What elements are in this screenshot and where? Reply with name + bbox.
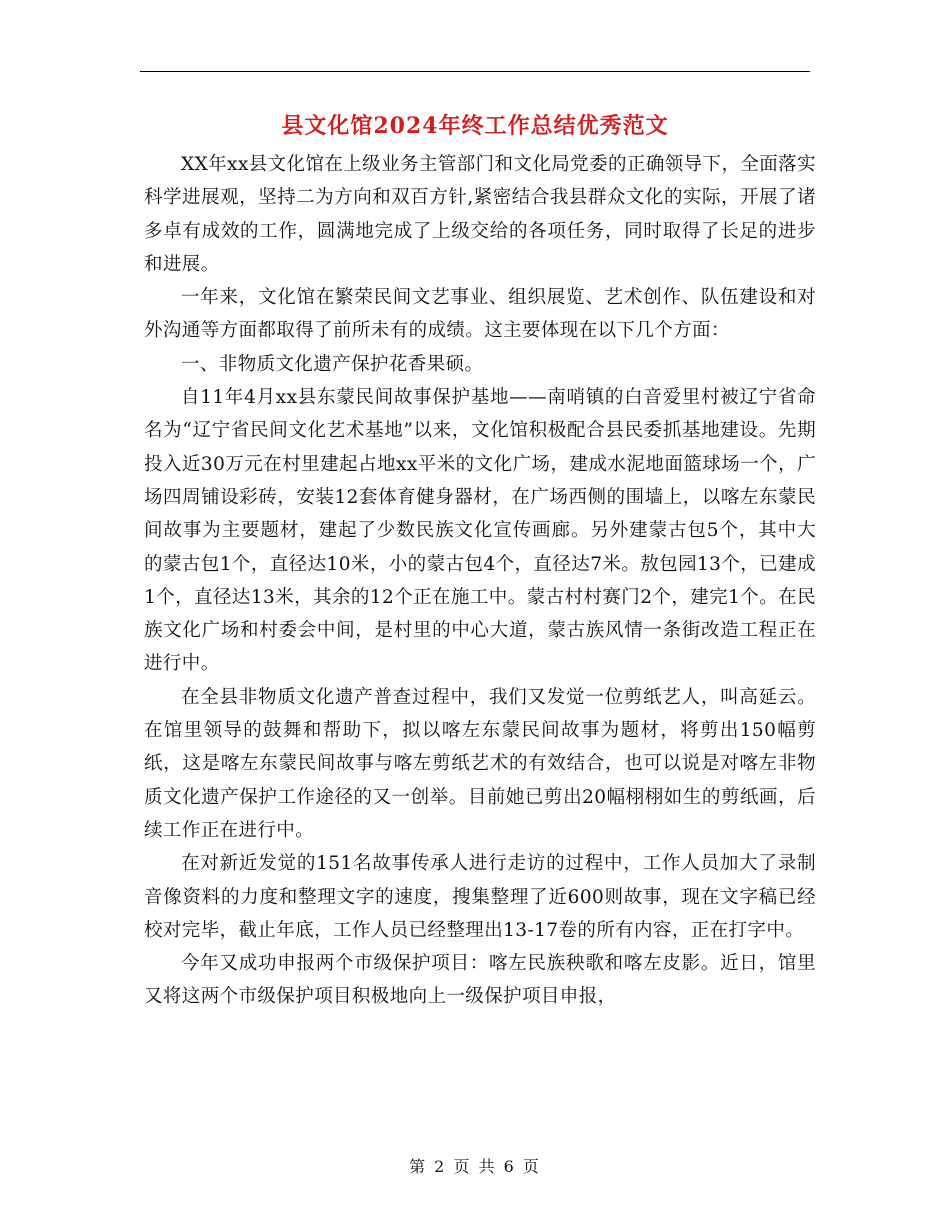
paragraph-7: 今年又成功申报两个市级保护项目：喀左民族秧歌和喀左皮影。近日，馆里又将这两个市级保护项目积极地向上一级保护项目申报，	[144, 953, 816, 1008]
page-number-footer: 第 2 页 共 6 页	[409, 1157, 541, 1176]
paragraph-1: XX年xx县文化馆在上级业务主管部门和文化局党委的正确领导下，全面落实科学进展观，坚持二为方向和双百方针,紧密结合我县群众文化的实际，开展了诸多卓有成效的工作，圆满地完成了上级交给的各项任务，同时取得了长足的进步和进展。	[144, 154, 816, 275]
paragraph-4: 自11年4月xx县东蒙民间故事保护基地——南哨镇的白音爱里村被辽宁省命名为“辽宁省民间文化艺术基地”以来，文化馆积极配合县民委抓基地建设。先期投入近30万元在村里建起占地xx平米的文化广场，建成水泥地面篮球场一个，广场四周铺设彩砖，安装12套体育健身器材，在广场西侧的围墙上，以喀左东蒙民间故事为主要题材，建起了少数民族文化宣传画廊。另外建蒙古包5个，其中大的蒙古包1个，直径达10米，小的蒙古包4个，直径达7米。敖包园13个，已建成1个，直径达13米，其余的12个正在施工中。蒙古村村赛门2个，建完1个。在民族文化广场和村委会中间，是村里的中心大道，蒙古族风情一条街改造工程正在进行中。	[144, 387, 816, 675]
paragraph-5: 在全县非物质文化遗产普查过程中，我们又发觉一位剪纸艺人，叫高延云。在馆里领导的鼓舞和帮助下，拟以喀左东蒙民间故事为题材，将剪出150幅剪纸，这是喀左东蒙民间故事与喀左剪纸艺术的有效结合，也可以说是对喀左非物质文化遗产保护工作途径的又一创举。目前她已剪出20幅栩栩如生的剪纸画，后续工作正在进行中。	[144, 686, 816, 841]
document-body	[144, 148, 816, 1014]
header-rule	[140, 71, 810, 72]
document-title: 县文化馆2024年终工作总结优秀范文	[281, 113, 669, 139]
paragraph-3: 一、非物质文化遗产保护花香果硕。	[181, 353, 484, 375]
paragraph-6: 在对新近发觉的151名故事传承人进行走访的过程中，工作人员加大了录制音像资料的力度和整理文字的速度，搜集整理了近600则故事，现在文字稿已经校对完毕，截止年底，工作人员已经整理出13-17卷的所有内容，正在打字中。	[144, 853, 816, 941]
paragraph-2: 一年来，文化馆在繁荣民间文艺事业、组织展览、艺术创作、队伍建设和对外沟通等方面都取得了前所未有的成绩。这主要体现在以下几个方面：	[144, 287, 816, 342]
